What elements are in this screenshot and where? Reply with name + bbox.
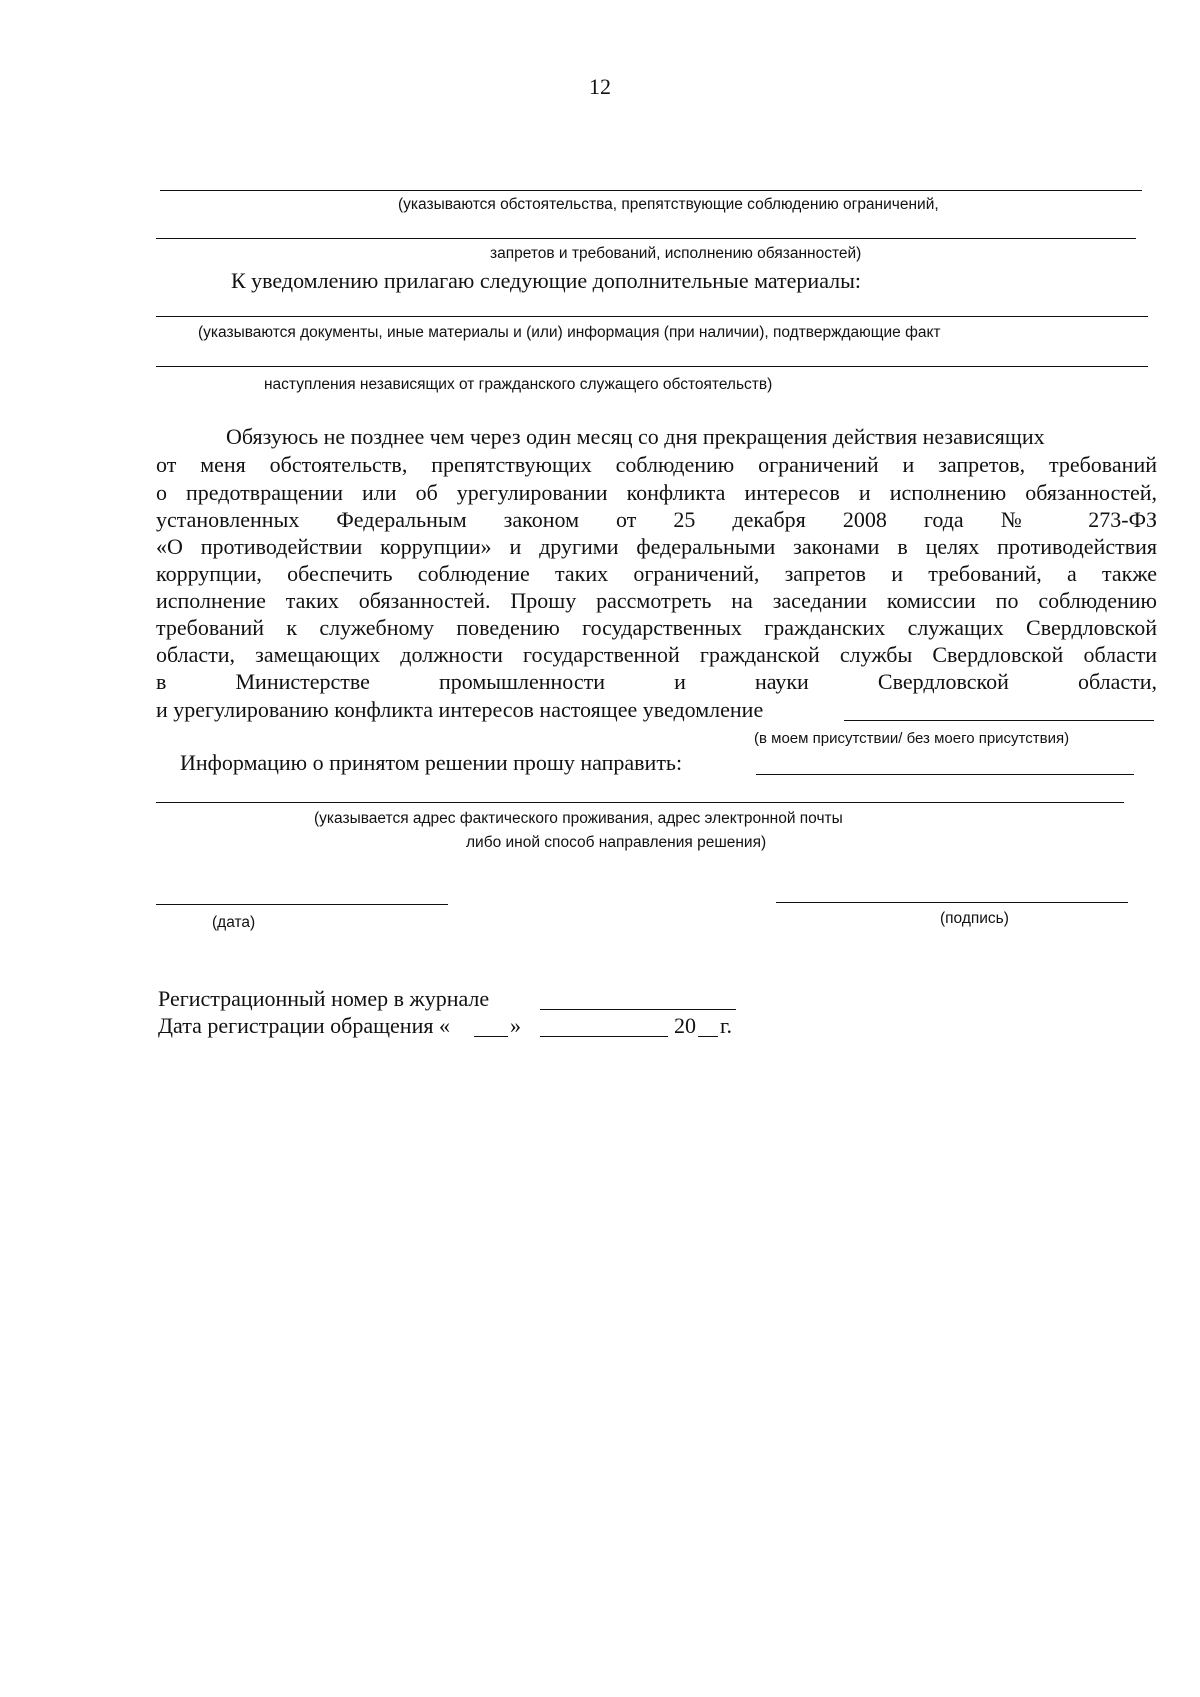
- registration-month-fill: [540, 1036, 668, 1037]
- obligation-line-9: области, замещающих должности государственной гражданской службы Свердловской области: [156, 642, 1157, 667]
- presence-fill-line: [844, 720, 1154, 721]
- decision-line-2: [156, 802, 1124, 803]
- circumstances-line-2: [156, 238, 1136, 239]
- obligation-line-4: установленных Федеральным законом от 25 декабря 2008 года № 273-ФЗ: [156, 507, 1157, 532]
- date-line: [156, 904, 448, 905]
- signature-line: [776, 902, 1128, 903]
- attachments-hint-2: наступления независящих от гражданского служащего обстоятельств): [264, 376, 773, 393]
- registration-year-fill: [698, 1036, 718, 1037]
- decision-label: Информацию о принятом решении прошу направить:: [180, 750, 683, 775]
- presence-hint: (в моем присутствии/ без моего присутствия): [754, 730, 1070, 747]
- registration-number-label: Регистрационный номер в журнале: [158, 986, 490, 1011]
- attachments-label: К уведомлению прилагаю следующие дополнительные материалы:: [231, 268, 862, 293]
- date-label: (дата): [212, 914, 256, 931]
- attachments-line-1: [156, 316, 1148, 317]
- obligation-line-1: Обязуюсь не позднее чем через один месяц со дня прекращения действия независящих: [226, 424, 1045, 449]
- registration-day-fill: [474, 1036, 508, 1037]
- decision-fill-line: [756, 774, 1134, 775]
- circumstances-hint-2: запретов и требований, исполнению обязанностей): [490, 245, 862, 262]
- registration-year-suffix: г.: [720, 1013, 733, 1038]
- decision-hint-2: либо иной способ направления решения): [466, 834, 767, 851]
- obligation-line-2: от меня обстоятельств, препятствующих соблюдению ограничений и запретов, требований: [156, 452, 1157, 477]
- obligation-line-7: исполнение таких обязанностей. Прошу рассмотреть на заседании комиссии по соблюдению: [156, 588, 1157, 613]
- obligation-line-10: в Министерстве промышленности и науки Свердловской области,: [156, 669, 1157, 694]
- obligation-line-3: о предотвращении или об урегулировании конфликта интересов и исполнению обязанностей,: [156, 480, 1157, 505]
- page-number: 12: [589, 74, 611, 99]
- obligation-line-8: требований к служебному поведению государственных гражданских служащих Свердловской: [156, 615, 1157, 640]
- attachments-line-2: [156, 366, 1148, 367]
- registration-year-prefix: 20: [674, 1013, 696, 1038]
- obligation-last-line: и урегулированию конфликта интересов настоящее уведомление: [156, 697, 764, 722]
- decision-hint-1: (указывается адрес фактического проживания, адрес электронной почты: [314, 810, 843, 827]
- attachments-hint-1: (указываются документы, иные материалы и (или) информация (при наличии), подтверждающие факт: [198, 324, 941, 341]
- obligation-line-5: «О противодействии коррупции» и другими федеральными законами в целях противодействия: [156, 534, 1157, 559]
- registration-number-fill: [540, 1009, 736, 1010]
- registration-date-label: Дата регистрации обращения «: [158, 1013, 450, 1038]
- obligation-line-6: коррупции, обеспечить соблюдение таких ограничений, запретов и требований, а также: [156, 561, 1157, 586]
- circumstances-line-1: [160, 190, 1142, 191]
- signature-label: (подпись): [940, 910, 1009, 927]
- circumstances-hint-1: (указываются обстоятельства, препятствующие соблюдению ограничений,: [398, 196, 939, 213]
- registration-date-quote-close: »: [510, 1013, 521, 1038]
